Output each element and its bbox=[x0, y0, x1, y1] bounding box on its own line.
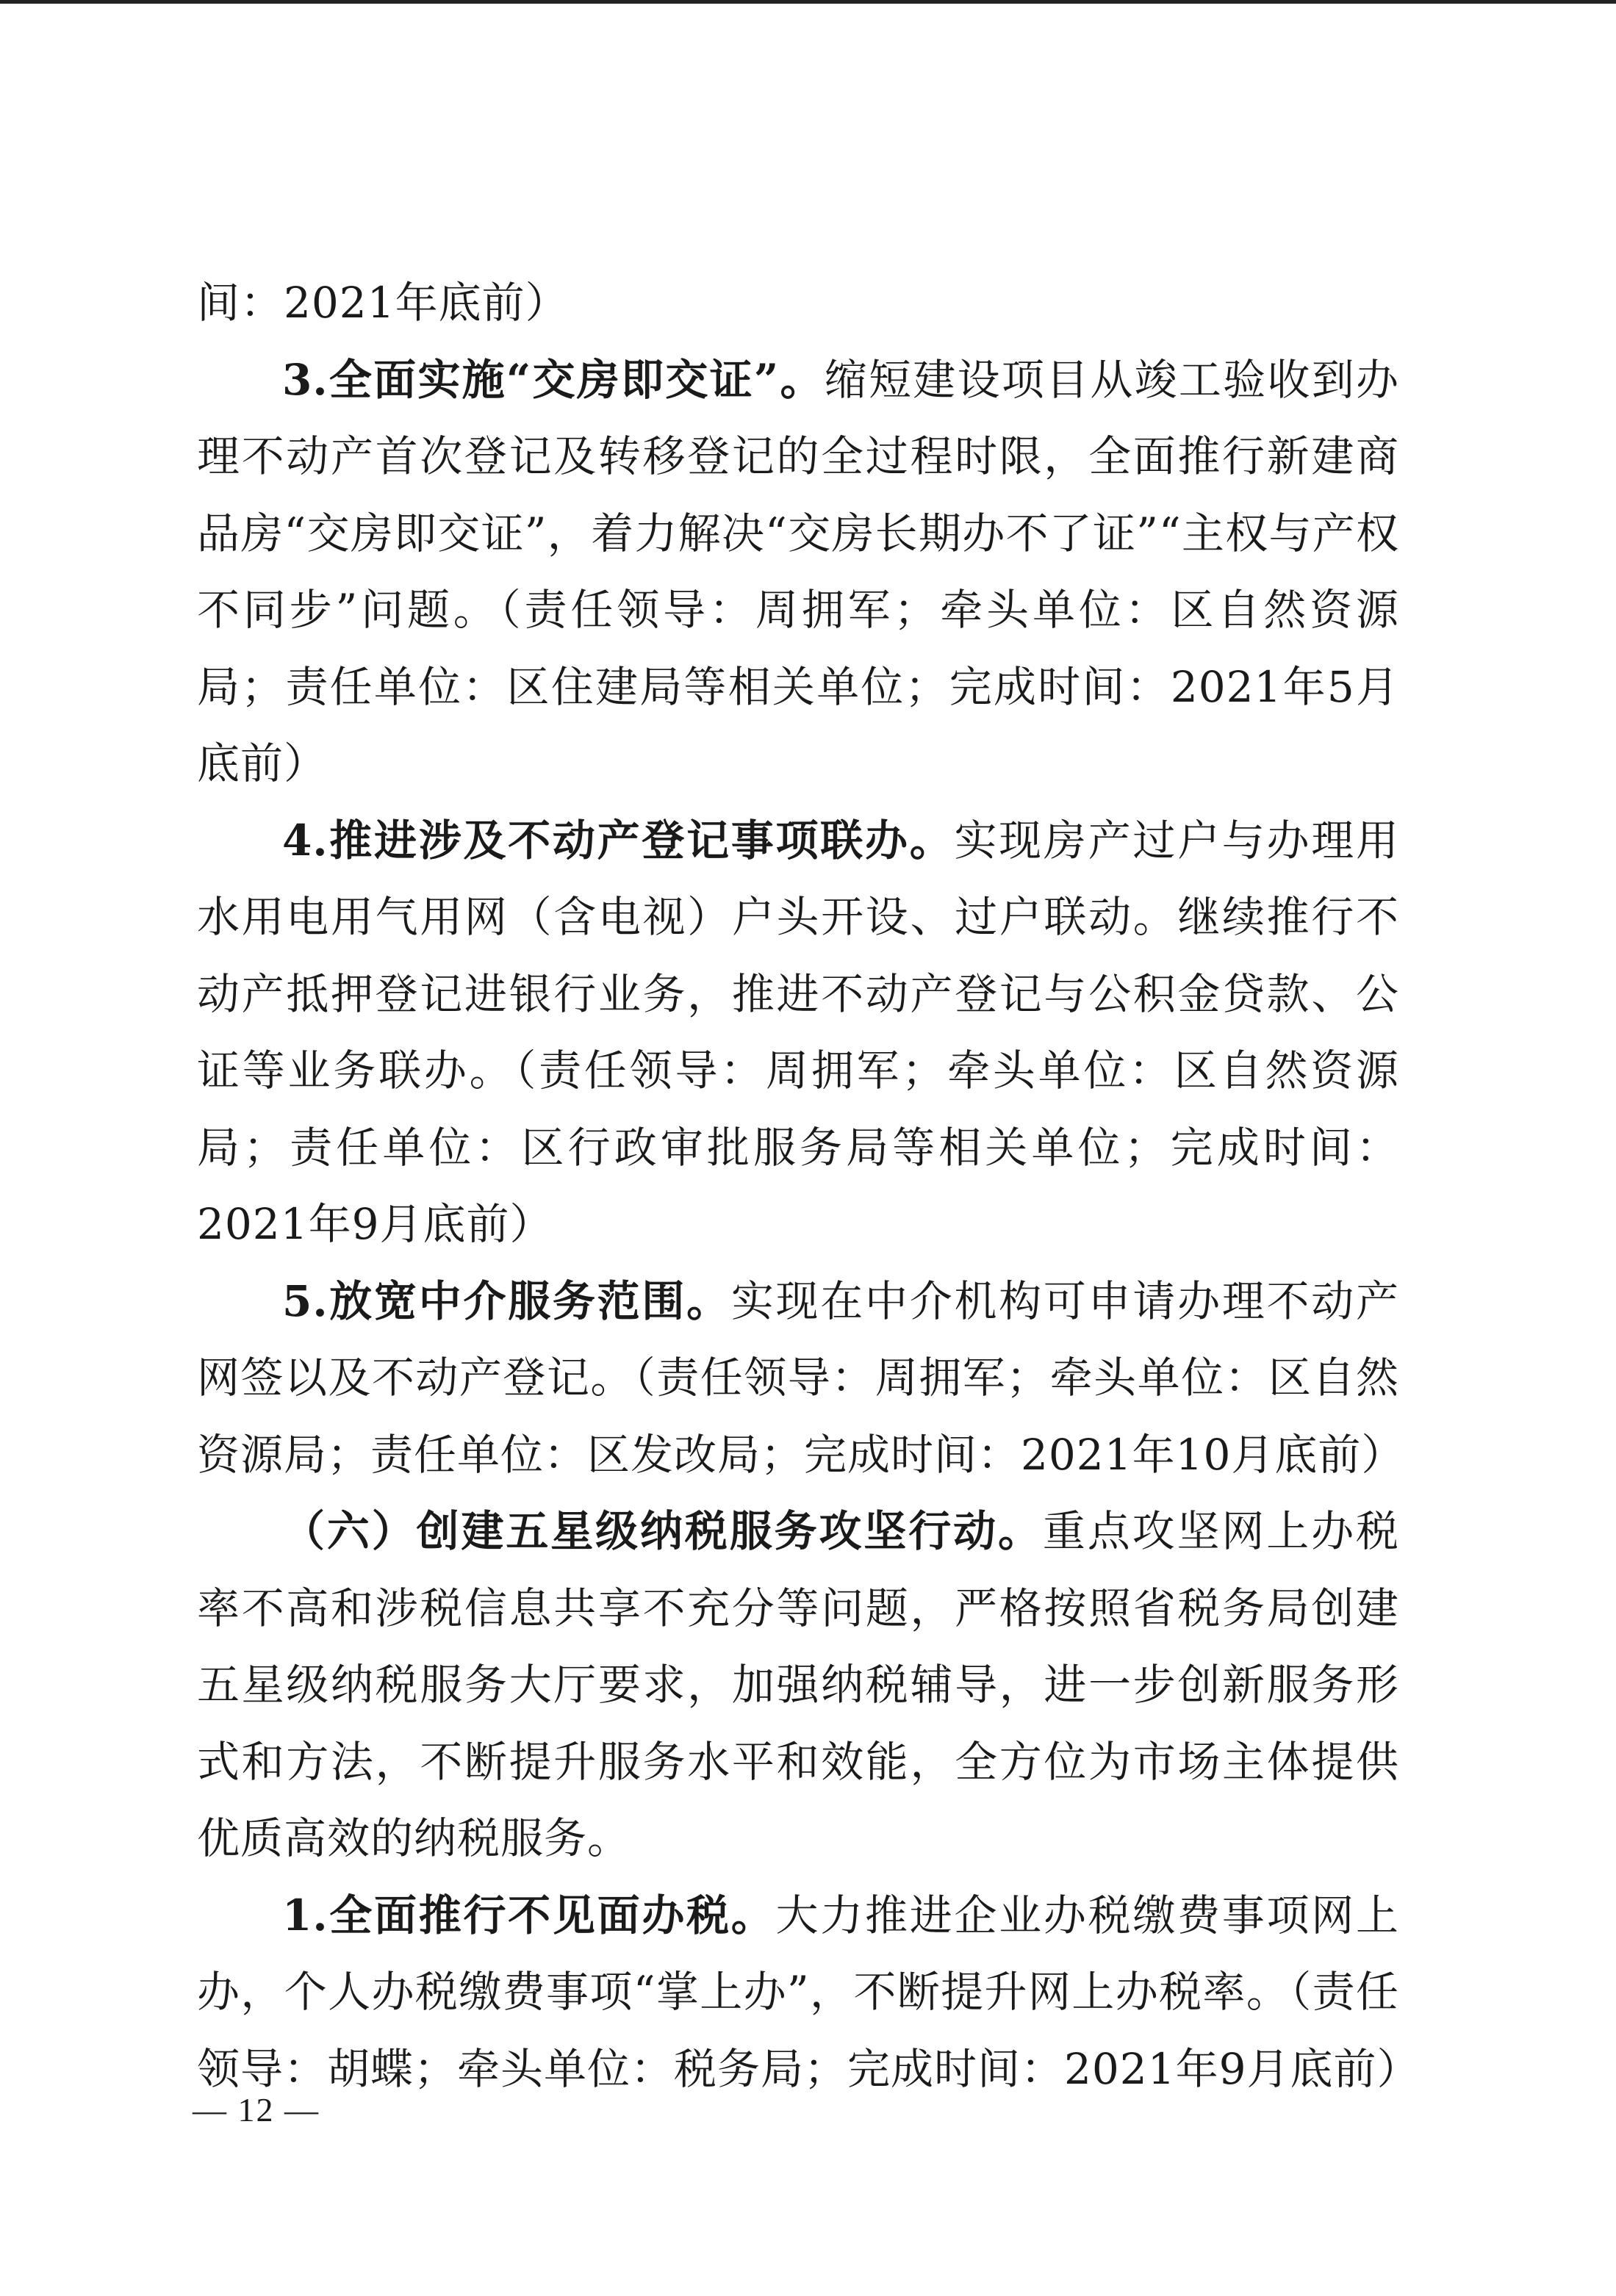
paragraph-item-1 bbox=[197, 1877, 1421, 2108]
top-border-line bbox=[0, 0, 1616, 4]
paragraph-item-5 bbox=[197, 1263, 1405, 1494]
paragraph-heading: （六）创建五星级纳税服务攻坚行动。 bbox=[282, 1506, 1043, 1556]
paragraph-section-6 bbox=[197, 1493, 1399, 1877]
paragraph-heading: 3.全面实施“交房即交证”。 bbox=[282, 354, 825, 405]
paragraph-item-3 bbox=[197, 342, 1399, 802]
paragraph-text: 重点攻坚网上办税率不高和涉税信息共享不充分等问题，严格按照省税务局创建五星级纳税服务大厅要求，加强纳税辅导，进一步创新服务形式和方法，不断提升服务水平和效能，全方位为市场主体提供优质高效的纳税服务。 bbox=[197, 1506, 1399, 1863]
paragraph-text: 实现房产过户与办理用水用电用气用网（含电视）户头开设、过户联动。继续推行不动产抵押登记进银行业务，推进不动产登记与公积金贷款、公证等业务联办。（责任领导：周拥军；牵头单位：区自然资源局；责任单位：区行政审批服务局等相关单位；完成时间：2021年9月底前） bbox=[197, 815, 1399, 1249]
page-number: — 12 — bbox=[193, 2091, 320, 2128]
document-body bbox=[197, 264, 1421, 2107]
paragraph-heading: 1.全面推行不见面办税。 bbox=[282, 1890, 776, 1940]
paragraph-text: 实现在中介机构可申请办理不动产网签以及不动产登记。（责任领导：周拥军；牵头单位：区自然资源局；责任单位：区发改局；完成时间：2021年10月底前） bbox=[197, 1275, 1405, 1480]
paragraph-heading: 5.放宽中介服务范围。 bbox=[282, 1275, 731, 1326]
paragraph-text: 间：2021年底前） bbox=[197, 278, 569, 328]
paragraph-item-4 bbox=[197, 802, 1399, 1263]
paragraph-text: 大力推进企业办税缴费事项网上办，个人办税缴费事项“掌上办”，不断提升网上办税率。（责任领导：胡蝶；牵头单位：税务局；完成时间：2021年9月底前） bbox=[197, 1890, 1421, 2094]
paragraph-text: 缩短建设项目从竣工验收到办理不动产首次登记及转移登记的全过程时限，全面推行新建商品房“交房即交证”，着力解决“交房长期办不了证”“主权与产权不同步”问题。（责任领导：周拥军；牵头单位：区自然资源局；责任单位：区住建局等相关单位；完成时间：2021年5月底前） bbox=[197, 354, 1399, 788]
paragraph-heading: 4.推进涉及不动产登记事项联办。 bbox=[282, 815, 955, 866]
paragraph-continuation bbox=[197, 264, 1399, 342]
